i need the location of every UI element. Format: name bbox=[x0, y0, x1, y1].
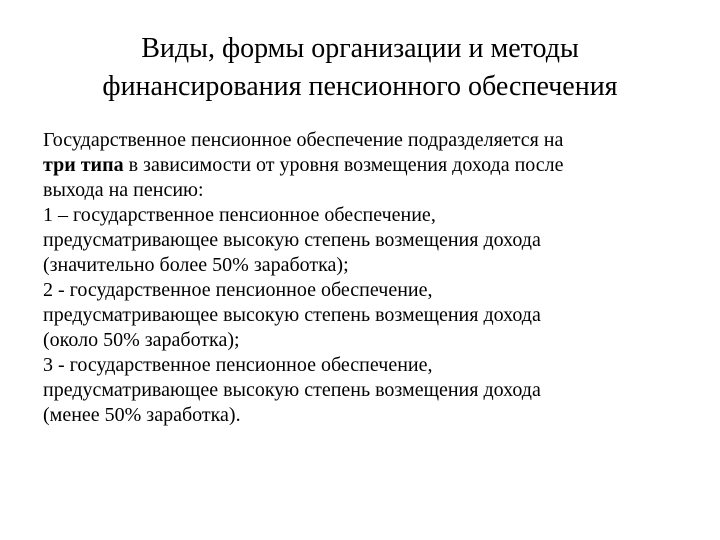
intro-line-2 bbox=[43, 153, 703, 178]
item-2-line-3: (около 50% заработка); bbox=[43, 329, 240, 351]
item-3-line-1: 3 - государственное пенсионное обеспечение, bbox=[43, 354, 433, 376]
list-item-1 bbox=[43, 203, 703, 278]
title-line-1: Виды, формы организации и методы bbox=[141, 33, 579, 64]
title-line-2: финансирования пенсионного обеспечения bbox=[102, 71, 618, 102]
intro-paragraph bbox=[43, 128, 703, 203]
intro-line-3: выхода на пенсию: bbox=[43, 179, 204, 201]
item-3-line-3: (менее 50% заработка). bbox=[43, 404, 241, 426]
item-2-line-2: предусматривающее высокую степень возмещения дохода bbox=[43, 304, 541, 326]
slide-body bbox=[43, 128, 703, 428]
three-types-emphasis: три типа bbox=[43, 154, 124, 176]
intro-line-1: Государственное пенсионное обеспечение подразделяется на bbox=[43, 129, 564, 151]
list-item-2 bbox=[43, 278, 703, 353]
item-3-line-2: предусматривающее высокую степень возмещения дохода bbox=[43, 379, 541, 401]
item-1-line-3: (значительно более 50% заработка); bbox=[43, 254, 349, 276]
item-1-line-2: предусматривающее высокую степень возмещения дохода bbox=[43, 229, 541, 251]
item-1-line-1: 1 – государственное пенсионное обеспечение, bbox=[43, 204, 436, 226]
list-item-3 bbox=[43, 353, 703, 428]
item-2-line-1: 2 - государственное пенсионное обеспечение, bbox=[43, 279, 433, 301]
intro-line-2-rest: в зависимости от уровня возмещения дохода после bbox=[123, 154, 564, 176]
slide-title bbox=[40, 30, 680, 106]
